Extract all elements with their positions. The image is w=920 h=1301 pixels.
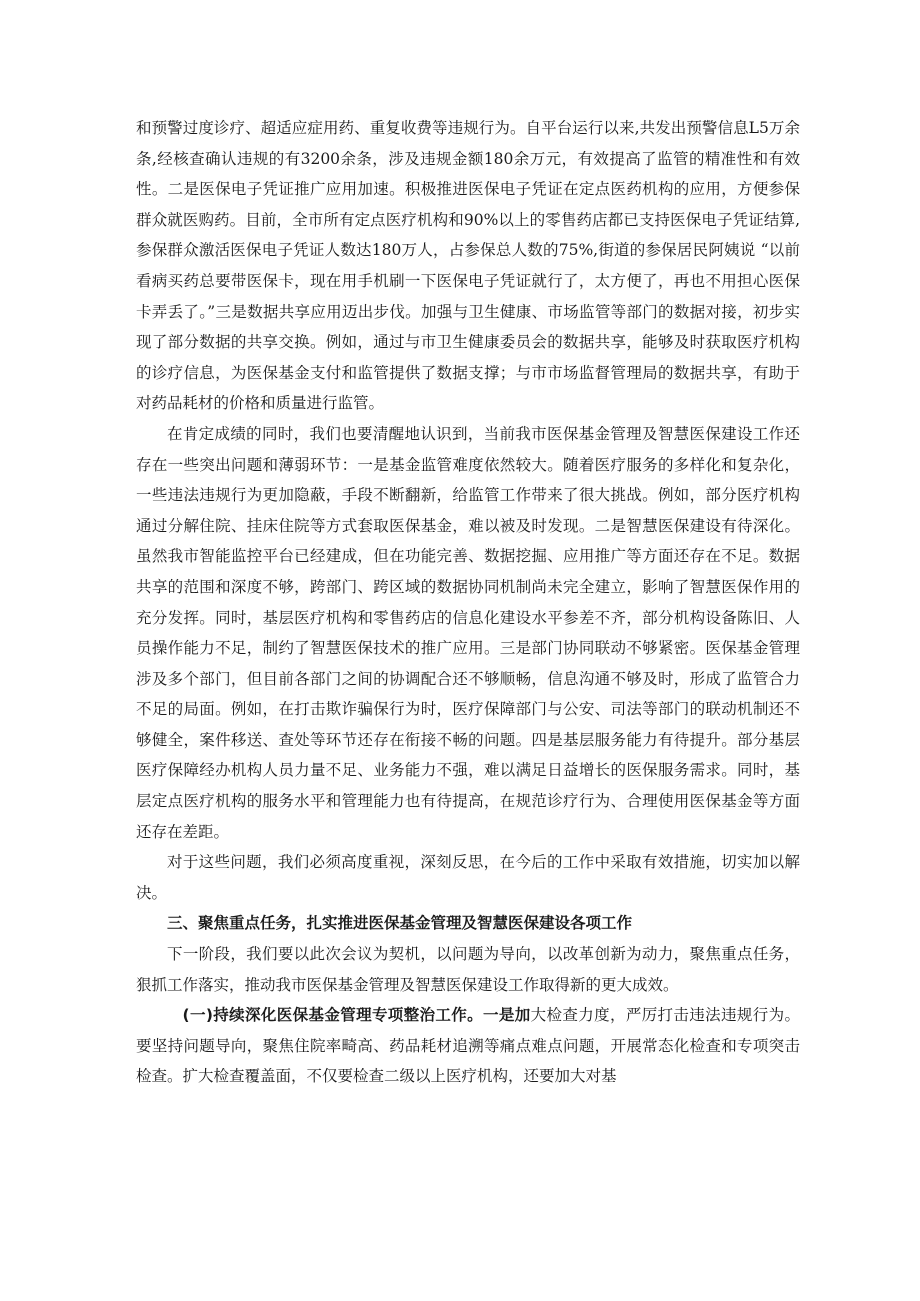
paragraph-resolve: 对于这些问题，我们必须高度重视，深刻反思，在今后的工作中采取有效措施，切实加以解决。: [136, 853, 800, 902]
task-1-lead: (一)持续深化医保基金管理专项整治工作。一是加: [182, 1006, 531, 1025]
paragraph-next-stage: 下一阶段，我们要以此次会议为契机，以问题为导向，以改革创新为动力，聚焦重点任务，狠抓工作落实，推动我市医保基金管理及智慧医保建设工作取得新的更大成效。: [136, 945, 800, 994]
task-1-body: 大检查力度，严厉打击违法违规行为。要坚持问题导向，聚焦住院率畸高、药品耗材追溯等痛点难点问题，开展常态化检查和专项突击检查。扩大检查覆盖面，不仅要检查二级以上医疗机构，还要加大对基: [136, 1006, 800, 1086]
document-page: [136, 113, 800, 1092]
paragraph-achievements: 和预警过度诊疗、超适应症用药、重复收费等违规行为。自平台运行以来,共发出预警信息L5万余条,经核查确认违规的有3200余条，涉及违规金额180余万元，有效提高了监管的精准性和有效性。二是医保电子凭证推广应用加速。积极推进医保电子凭证在定点医药机构的应用，方便参保群众就医购药。目前，全市所有定点医疗机构和90%以上的零售药店都已支持医保电子凭证结算,参保群众激活医保电子凭证人数达180万人，占参保总人数的75%,街道的参保居民阿姨说 “以前看病买药总要带医保卡，现在用手机刷一下医保电子凭证就行了，太方便了，再也不用担心医保卡弄丢了。”三是数据共享应用迈出步伐。加强与卫生健康、市场监管等部门的数据对接，初步实现了部分数据的共享交换。例如，通过与市卫生健康委员会的数据共享，能够及时获取医疗机构的诊疗信息，为医保基金支付和监管提供了数据支撑；与市市场监督管理局的数据共享，有助于对药品耗材的价格和质量进行监管。: [136, 119, 800, 413]
paragraph-problems: 在肯定成绩的同时，我们也要清醒地认识到，当前我市医保基金管理及智慧医保建设工作还存在一些突出问题和薄弱环节：一是基金监管难度依然较大。随着医疗服务的多样化和复杂化，一些违法违规行为更加隐蔽，手段不断翻新，给监管工作带来了很大挑战。例如，部分医疗机构通过分解住院、挂床住院等方式套取医保基金，难以被及时发现。二是智慧医保建设有待深化。虽然我市智能监控平台已经建成，但在功能完善、数据挖掘、应用推广等方面还存在不足。数据共享的范围和深度不够，跨部门、跨区域的数据协同机制尚未完全建立，影响了智慧医保作用的充分发挥。同时，基层医疗机构和零售药店的信息化建设水平参差不齐，部分机构设备陈旧、人员操作能力不足，制约了智慧医保技术的推广应用。三是部门协同联动不够紧密。医保基金管理涉及多个部门，但目前各部门之间的协调配合还不够顺畅，信息沟通不够及时，形成了监管合力不足的局面。例如，在打击欺诈骗保行为时，医疗保障部门与公安、司法等部门的联动机制还不够健全，案件移送、查处等环节还存在衔接不畅的问题。四是基层服务能力有待提升。部分基层医疗保障经办机构人员力量不足、业务能力不强，难以满足日益增长的医保服务需求。同时，基层定点医疗机构的服务水平和管理能力也有待提高，在规范诊疗行为、合理使用医保基金等方面还存在差距。: [136, 424, 800, 841]
paragraph-task-1: [136, 1000, 800, 1092]
section-heading-3: 三、聚焦重点任务，扎实推进医保基金管理及智慧医保建设各项工作: [167, 914, 633, 933]
